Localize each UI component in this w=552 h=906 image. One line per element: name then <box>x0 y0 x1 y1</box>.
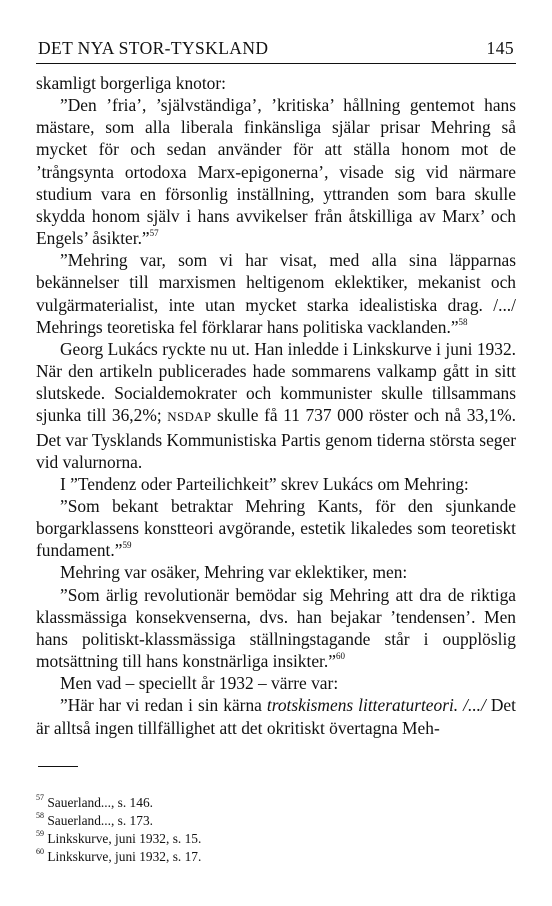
footnote-number: 58 <box>36 811 44 821</box>
footnote <box>36 794 516 812</box>
paragraph-text: ”Här har vi redan i sin kärna <box>60 695 267 716</box>
paragraph <box>36 249 516 338</box>
running-title: DET NYA STOR-TYSKLAND <box>38 38 269 58</box>
footnote-number: 60 <box>36 847 44 857</box>
paragraph <box>36 473 516 495</box>
paragraph-text: ”Som ärlig revolutionär bemödar sig Mehring att dra de riktiga klassmässiga konsekvenserna, dvs. han bejakar ’tendensen’. Men hans politiskt-klassmässiga ställningstagande står i oupplöslig motsättning till hans konstnärliga insikter.” <box>36 584 516 672</box>
footnote-ref: 59 <box>122 540 132 551</box>
footnote <box>36 812 516 830</box>
paragraph <box>36 94 516 249</box>
footnote-text: Linkskurve, juni 1932, s. 17. <box>47 848 202 864</box>
paragraph <box>36 561 516 583</box>
page-number: 145 <box>486 38 514 58</box>
footnote-text: Sauerland..., s. 146. <box>47 794 153 810</box>
footnote-ref: 58 <box>458 316 468 327</box>
paragraph <box>36 672 516 694</box>
paragraph-text: Georg Lukács ryckte nu ut. Han inledde i Linkskurve i juni 1932. När den artikeln publicerades hade sommarens valkamp gått in sitt slutskede. Socialdemokrater och kommunister skulle tillsammans sjunka till 36,2%; <box>36 338 516 426</box>
paragraph <box>36 338 516 473</box>
paragraph-text: Men vad – speciellt år 1932 – värre var: <box>60 673 339 694</box>
paragraph-text: ”Den ’fria’, ’självständiga’, ’kritiska’ hållning gentemot hans mästare, som alla liberala finkänsliga själar prisar Mehring så mycket för och sedan använder för att ställa honom mot de ’trångsynta ortodoxa Marx-epigonerna’, visade sig vid närmare studium vara en försonlig inställning, yttranden som bara skulle skydda honom själv i hans avvikelser från åtskilliga av Marx’ och Engels’ åsikter.” <box>36 95 516 249</box>
footnote-text: Sauerland..., s. 173. <box>47 812 153 828</box>
paragraph <box>36 694 516 738</box>
body-text <box>36 72 516 739</box>
footnote-number: 59 <box>36 829 44 839</box>
footnotes <box>36 794 516 866</box>
paragraph-text: I ”Tendenz oder Parteilichkeit” skrev Lukács om Mehring: <box>60 473 469 494</box>
footnote <box>36 830 516 848</box>
paragraph-text: Det är alltså ingen tillfällighet att det okritiskt övertagna Meh- <box>36 695 516 738</box>
paragraph <box>36 584 516 673</box>
footnote-ref: 60 <box>335 651 345 662</box>
paragraph-text: ”Mehring var, som vi har visat, med alla sina läpparnas bekännelser till marxismen heltigenom eklektiker, mekanist och vulgärmaterialist, inte utan mycket starka idealistiska drag. /.../ Mehrings teoretiska fel förklarar hans politiska vacklanden.” <box>36 250 516 337</box>
header-rule <box>36 63 516 64</box>
book-page <box>36 38 516 866</box>
footnote-rule <box>38 766 78 767</box>
running-header <box>36 38 516 63</box>
footnote-ref: 57 <box>149 228 159 239</box>
footnote-number: 57 <box>36 793 44 803</box>
paragraph <box>36 72 516 94</box>
paragraph <box>36 495 516 561</box>
paragraph-text: ”Som bekant betraktar Mehring Kants, för den sjunkande borgarklassens konstteori avgörande, estetik likaledes som teoretiskt fundament.” <box>36 495 516 561</box>
footnote <box>36 848 516 866</box>
paragraph-text: skamligt borgerliga knotor: <box>36 73 226 93</box>
paragraph-text: skulle få 11 737 000 röster och nå 33,1%. Det var Tysklands Kommunistiska Partis genom tiderna största seger vid valurnorna. <box>36 405 517 472</box>
party-abbreviation: NSDAP <box>167 409 212 425</box>
italic-text: trotskismens litteraturteori. /.../ <box>266 695 486 716</box>
footnote-text: Linkskurve, juni 1932, s. 15. <box>47 830 202 846</box>
paragraph-text: Mehring var osäker, Mehring var eklektiker, men: <box>60 562 408 583</box>
